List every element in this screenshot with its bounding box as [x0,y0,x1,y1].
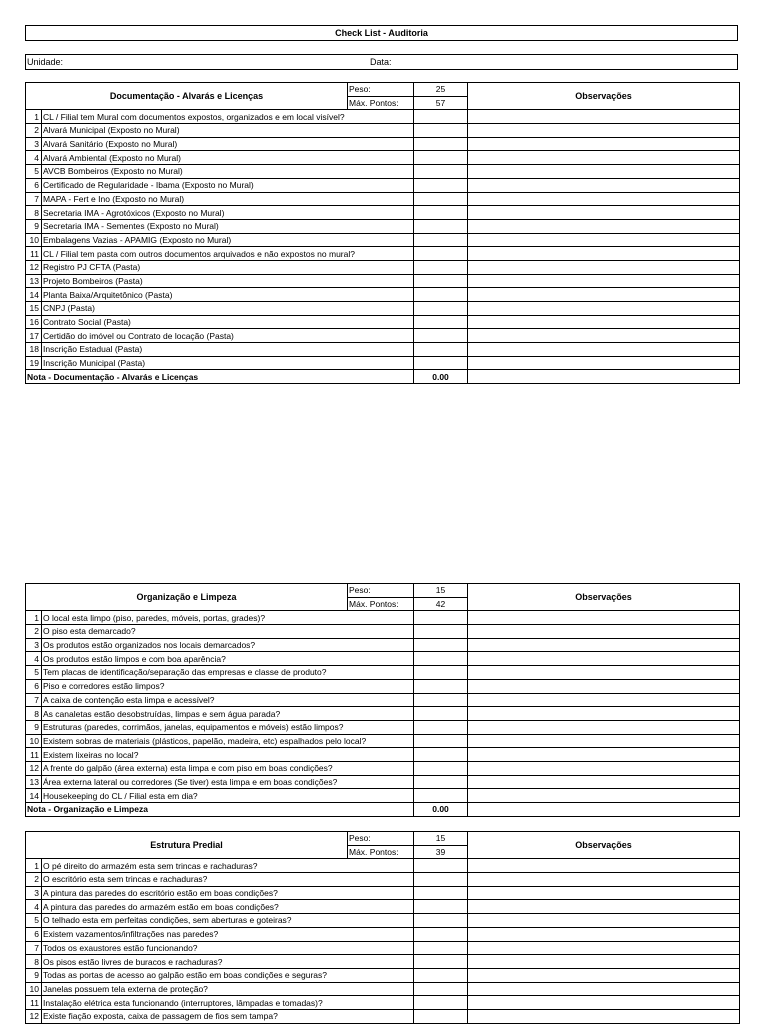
observation-cell[interactable] [468,178,740,192]
observation-cell[interactable] [468,775,740,789]
item-number: 9 [26,968,42,982]
item-number: 6 [26,679,42,693]
checklist-row [26,982,740,996]
checklist-row [26,192,740,206]
item-number: 13 [26,274,42,288]
item-number: 14 [26,789,42,803]
item-number: 9 [26,219,42,233]
item-number: 12 [26,761,42,775]
item-number: 1 [26,859,42,873]
checklist-row [26,165,740,179]
section-organizacao-limpeza [25,583,740,817]
observation-cell[interactable] [468,666,740,680]
score-cell[interactable] [414,789,468,803]
checklist-row [26,315,740,329]
checklist-row [26,625,740,639]
item-number: 5 [26,666,42,680]
item-number: 13 [26,775,42,789]
item-number: 10 [26,982,42,996]
score-cell[interactable] [414,247,468,261]
item-number: 1 [26,611,42,625]
score-cell[interactable] [414,886,468,900]
item-question: Piso e corredores estão limpos? [42,679,414,693]
score-cell[interactable] [414,693,468,707]
score-cell[interactable] [414,178,468,192]
item-question: Instalação elétrica esta funcionando (interruptores, lâmpadas e tomadas)? [42,996,414,1010]
item-number: 14 [26,288,42,302]
score-cell[interactable] [414,955,468,969]
observation-cell[interactable] [468,329,740,343]
checklist-row [26,927,740,941]
checklist-row [26,1009,740,1023]
observation-cell[interactable] [468,900,740,914]
score-cell[interactable] [414,900,468,914]
item-number: 4 [26,900,42,914]
item-number: 15 [26,302,42,316]
section-total-observation [468,370,740,384]
checklist-row [26,260,740,274]
observation-cell[interactable] [468,151,740,165]
item-number: 11 [26,247,42,261]
section-total-row [26,803,740,817]
section-total-label: Nota - Documentação - Alvarás e Licenças [26,370,414,384]
peso-value: 25 [414,83,468,97]
item-number: 8 [26,955,42,969]
item-question: A pintura das paredes do armazém estão em boas condições? [42,900,414,914]
score-cell[interactable] [414,165,468,179]
observation-cell[interactable] [468,356,740,370]
score-cell[interactable] [414,1009,468,1023]
observation-cell[interactable] [468,873,740,887]
item-number: 11 [26,996,42,1010]
item-number: 12 [26,260,42,274]
item-question: Existe fiação exposta, caixa de passagem de fios sem tampa? [42,1009,414,1023]
max-pontos-label: Máx. Pontos: [348,845,414,859]
item-question: Secretaria IMA - Sementes (Exposto no Mural) [42,219,414,233]
section-header-row [26,832,740,846]
observation-cell[interactable] [468,859,740,873]
checklist-row [26,873,740,887]
max-pontos-value: 39 [414,845,468,859]
observation-cell[interactable] [468,260,740,274]
observation-cell[interactable] [468,693,740,707]
score-cell[interactable] [414,151,468,165]
observacoes-header: Observações [468,584,740,611]
observation-cell[interactable] [468,274,740,288]
item-question: O local esta limpo (piso, paredes, móveis, portas, grades)? [42,611,414,625]
observation-cell[interactable] [468,996,740,1010]
observation-cell[interactable] [468,734,740,748]
peso-value: 15 [414,584,468,598]
score-cell[interactable] [414,611,468,625]
peso-label: Peso: [348,584,414,598]
item-question: A caixa de contenção esta limpa e acessível? [42,693,414,707]
checklist-row [26,288,740,302]
score-cell[interactable] [414,679,468,693]
observation-cell[interactable] [468,625,740,639]
score-cell[interactable] [414,329,468,343]
score-cell[interactable] [414,302,468,316]
checklist-row [26,666,740,680]
item-number: 2 [26,625,42,639]
observation-cell[interactable] [468,611,740,625]
item-question: Secretaria IMA - Agrotóxicos (Exposto no Mural) [42,206,414,220]
item-question: Janelas possuem tela externa de proteção? [42,982,414,996]
item-question: CNPJ (Pasta) [42,302,414,316]
item-number: 2 [26,124,42,138]
observation-cell[interactable] [468,955,740,969]
section-header-row [26,584,740,598]
observation-cell[interactable] [468,165,740,179]
score-cell[interactable] [414,206,468,220]
score-cell[interactable] [414,761,468,775]
item-question: Registro PJ CFTA (Pasta) [42,260,414,274]
item-question: A frente do galpão (área externa) esta limpa e com piso em boas condições? [42,761,414,775]
item-question: Todos os exaustores estão funcionando? [42,941,414,955]
item-number: 10 [26,734,42,748]
item-number: 18 [26,343,42,357]
item-number: 8 [26,707,42,721]
max-pontos-value: 42 [414,597,468,611]
item-number: 9 [26,720,42,734]
observation-cell[interactable] [468,748,740,762]
peso-label: Peso: [348,832,414,846]
score-cell[interactable] [414,260,468,274]
item-question: Planta Baixa/Arquitetônico (Pasta) [42,288,414,302]
checklist-row [26,914,740,928]
item-question: Estruturas (paredes, corrimãos, janelas, equipamentos e móveis) estão limpos? [42,720,414,734]
score-cell[interactable] [414,356,468,370]
section-header-row [26,83,740,97]
checklist-row [26,137,740,151]
item-number: 19 [26,356,42,370]
score-cell[interactable] [414,315,468,329]
item-question: Os produtos estão limpos e com boa aparência? [42,652,414,666]
observation-cell[interactable] [468,192,740,206]
observation-cell[interactable] [468,302,740,316]
score-cell[interactable] [414,734,468,748]
item-number: 6 [26,927,42,941]
observation-cell[interactable] [468,124,740,138]
checklist-row [26,274,740,288]
checklist-row [26,343,740,357]
score-cell[interactable] [414,192,468,206]
score-cell[interactable] [414,775,468,789]
item-question: O telhado esta em perfeitas condições, sem aberturas e goteiras? [42,914,414,928]
item-number: 1 [26,110,42,124]
item-number: 11 [26,748,42,762]
checklist-row [26,859,740,873]
section-total-observation [468,803,740,817]
item-number: 2 [26,873,42,887]
item-question: Existem sobras de materiais (plásticos, papelão, madeira, etc) espalhados pelo local? [42,734,414,748]
checklist-row [26,151,740,165]
score-cell[interactable] [414,625,468,639]
score-cell[interactable] [414,638,468,652]
checklist-row [26,110,740,124]
score-cell[interactable] [414,219,468,233]
checklist-row [26,329,740,343]
checklist-row [26,652,740,666]
observation-cell[interactable] [468,315,740,329]
observation-cell[interactable] [468,233,740,247]
score-cell[interactable] [414,343,468,357]
checklist-row [26,693,740,707]
score-cell[interactable] [414,124,468,138]
item-number: 3 [26,638,42,652]
score-cell[interactable] [414,968,468,982]
score-cell[interactable] [414,233,468,247]
item-number: 4 [26,652,42,666]
checklist-row [26,219,740,233]
item-question: Existem lixeiras no local? [42,748,414,762]
observation-cell[interactable] [468,982,740,996]
checklist-row [26,611,740,625]
observation-cell[interactable] [468,679,740,693]
item-question: Existem vazamentos/infiltrações nas paredes? [42,927,414,941]
item-question: O pé direito do armazém esta sem trincas e rachaduras? [42,859,414,873]
item-question: Os pisos estão livres de buracos e rachaduras? [42,955,414,969]
observation-cell[interactable] [468,219,740,233]
item-question: O escritório esta sem trincas e rachaduras? [42,873,414,887]
item-question: AVCB Bombeiros (Exposto no Mural) [42,165,414,179]
item-number: 5 [26,914,42,928]
score-cell[interactable] [414,748,468,762]
section-total-row [26,370,740,384]
observation-cell[interactable] [468,789,740,803]
section-total-label: Nota - Organização e Limpeza [26,803,414,817]
item-question: Os produtos estão organizados nos locais demarcados? [42,638,414,652]
date-label: Data: [370,57,392,67]
score-cell[interactable] [414,982,468,996]
checklist-row [26,941,740,955]
observation-cell[interactable] [468,914,740,928]
section-title: Documentação - Alvarás e Licenças [26,83,348,110]
section-total-value: 0.00 [414,803,468,817]
item-question: MAPA - Fert e Ino (Exposto no Mural) [42,192,414,206]
observation-cell[interactable] [468,761,740,775]
unit-label: Unidade: [27,57,64,67]
peso-label: Peso: [348,83,414,97]
checklist-row [26,734,740,748]
item-question: A pintura das paredes do escritório estão em boas condições? [42,886,414,900]
observation-cell[interactable] [468,720,740,734]
checklist-row [26,638,740,652]
checklist-row [26,748,740,762]
checklist-title: Check List - Auditoria [25,25,738,41]
item-number: 4 [26,151,42,165]
checklist-row [26,775,740,789]
checklist-row [26,356,740,370]
item-number: 8 [26,206,42,220]
observation-cell[interactable] [468,1009,740,1023]
score-cell[interactable] [414,720,468,734]
observation-cell[interactable] [468,886,740,900]
observation-cell[interactable] [468,110,740,124]
checklist-row [26,720,740,734]
item-number: 17 [26,329,42,343]
peso-value: 15 [414,832,468,846]
score-cell[interactable] [414,914,468,928]
score-cell[interactable] [414,859,468,873]
observation-cell[interactable] [468,247,740,261]
observation-cell[interactable] [468,968,740,982]
section-documentacao [25,82,740,384]
item-number: 10 [26,233,42,247]
item-number: 5 [26,165,42,179]
item-number: 16 [26,315,42,329]
checklist-row [26,886,740,900]
observation-cell[interactable] [468,707,740,721]
item-question: O piso esta demarcado? [42,625,414,639]
checklist-row [26,679,740,693]
item-question: Inscrição Municipal (Pasta) [42,356,414,370]
checklist-row [26,178,740,192]
observation-cell[interactable] [468,638,740,652]
score-cell[interactable] [414,707,468,721]
observation-cell[interactable] [468,941,740,955]
score-cell[interactable] [414,652,468,666]
observation-cell[interactable] [468,652,740,666]
score-cell[interactable] [414,666,468,680]
observation-cell[interactable] [468,288,740,302]
item-question: CL / Filial tem pasta com outros documentos arquivados e não expostos no mural? [42,247,414,261]
observacoes-header: Observações [468,83,740,110]
item-question: Alvará Sanitário (Exposto no Mural) [42,137,414,151]
item-question: Certificado de Regularidade - Ibama (Exposto no Mural) [42,178,414,192]
checklist-row [26,206,740,220]
checklist-row [26,707,740,721]
score-cell[interactable] [414,873,468,887]
item-question: Área externa lateral ou corredores (Se tiver) esta limpa e em boas condições? [42,775,414,789]
item-number: 6 [26,178,42,192]
item-question: Alvará Municipal (Exposto no Mural) [42,124,414,138]
score-cell[interactable] [414,996,468,1010]
max-pontos-label: Máx. Pontos: [348,96,414,110]
checklist-row [26,124,740,138]
item-number: 7 [26,693,42,707]
score-cell[interactable] [414,941,468,955]
item-number: 12 [26,1009,42,1023]
section-title: Estrutura Predial [26,832,348,859]
item-number: 3 [26,886,42,900]
item-question: Alvará Ambiental (Exposto no Mural) [42,151,414,165]
checklist-row [26,302,740,316]
item-number: 7 [26,192,42,206]
checklist-row [26,247,740,261]
section-total-value: 0.00 [414,370,468,384]
item-question: As canaletas estão desobstruídas, limpas e sem água parada? [42,707,414,721]
item-question: Housekeeping do CL / Filial esta em dia? [42,789,414,803]
observation-cell[interactable] [468,343,740,357]
unit-date-row [25,54,738,70]
score-cell[interactable] [414,110,468,124]
checklist-row [26,233,740,247]
item-question: Certidão do imóvel ou Contrato de locação (Pasta) [42,329,414,343]
observation-cell[interactable] [468,206,740,220]
item-question: CL / Filial tem Mural com documentos expostos, organizados e em local visível? [42,110,414,124]
score-cell[interactable] [414,927,468,941]
item-question: Contrato Social (Pasta) [42,315,414,329]
score-cell[interactable] [414,137,468,151]
max-pontos-value: 57 [414,96,468,110]
item-question: Todas as portas de acesso ao galpão estão em boas condições e seguras? [42,968,414,982]
score-cell[interactable] [414,288,468,302]
score-cell[interactable] [414,274,468,288]
checklist-row [26,955,740,969]
checklist-row [26,900,740,914]
checklist-row [26,789,740,803]
max-pontos-label: Máx. Pontos: [348,597,414,611]
observation-cell[interactable] [468,927,740,941]
item-question: Projeto Bombeiros (Pasta) [42,274,414,288]
observation-cell[interactable] [468,137,740,151]
section-estrutura-predial [25,831,740,1024]
checklist-row [26,761,740,775]
item-question: Tem placas de identificação/separação das empresas e classe de produto? [42,666,414,680]
observacoes-header: Observações [468,832,740,859]
section-title: Organização e Limpeza [26,584,348,611]
item-number: 7 [26,941,42,955]
checklist-row [26,996,740,1010]
item-question: Embalagens Vazias - APAMIG (Exposto no Mural) [42,233,414,247]
checklist-row [26,968,740,982]
item-number: 3 [26,137,42,151]
item-question: Inscrição Estadual (Pasta) [42,343,414,357]
